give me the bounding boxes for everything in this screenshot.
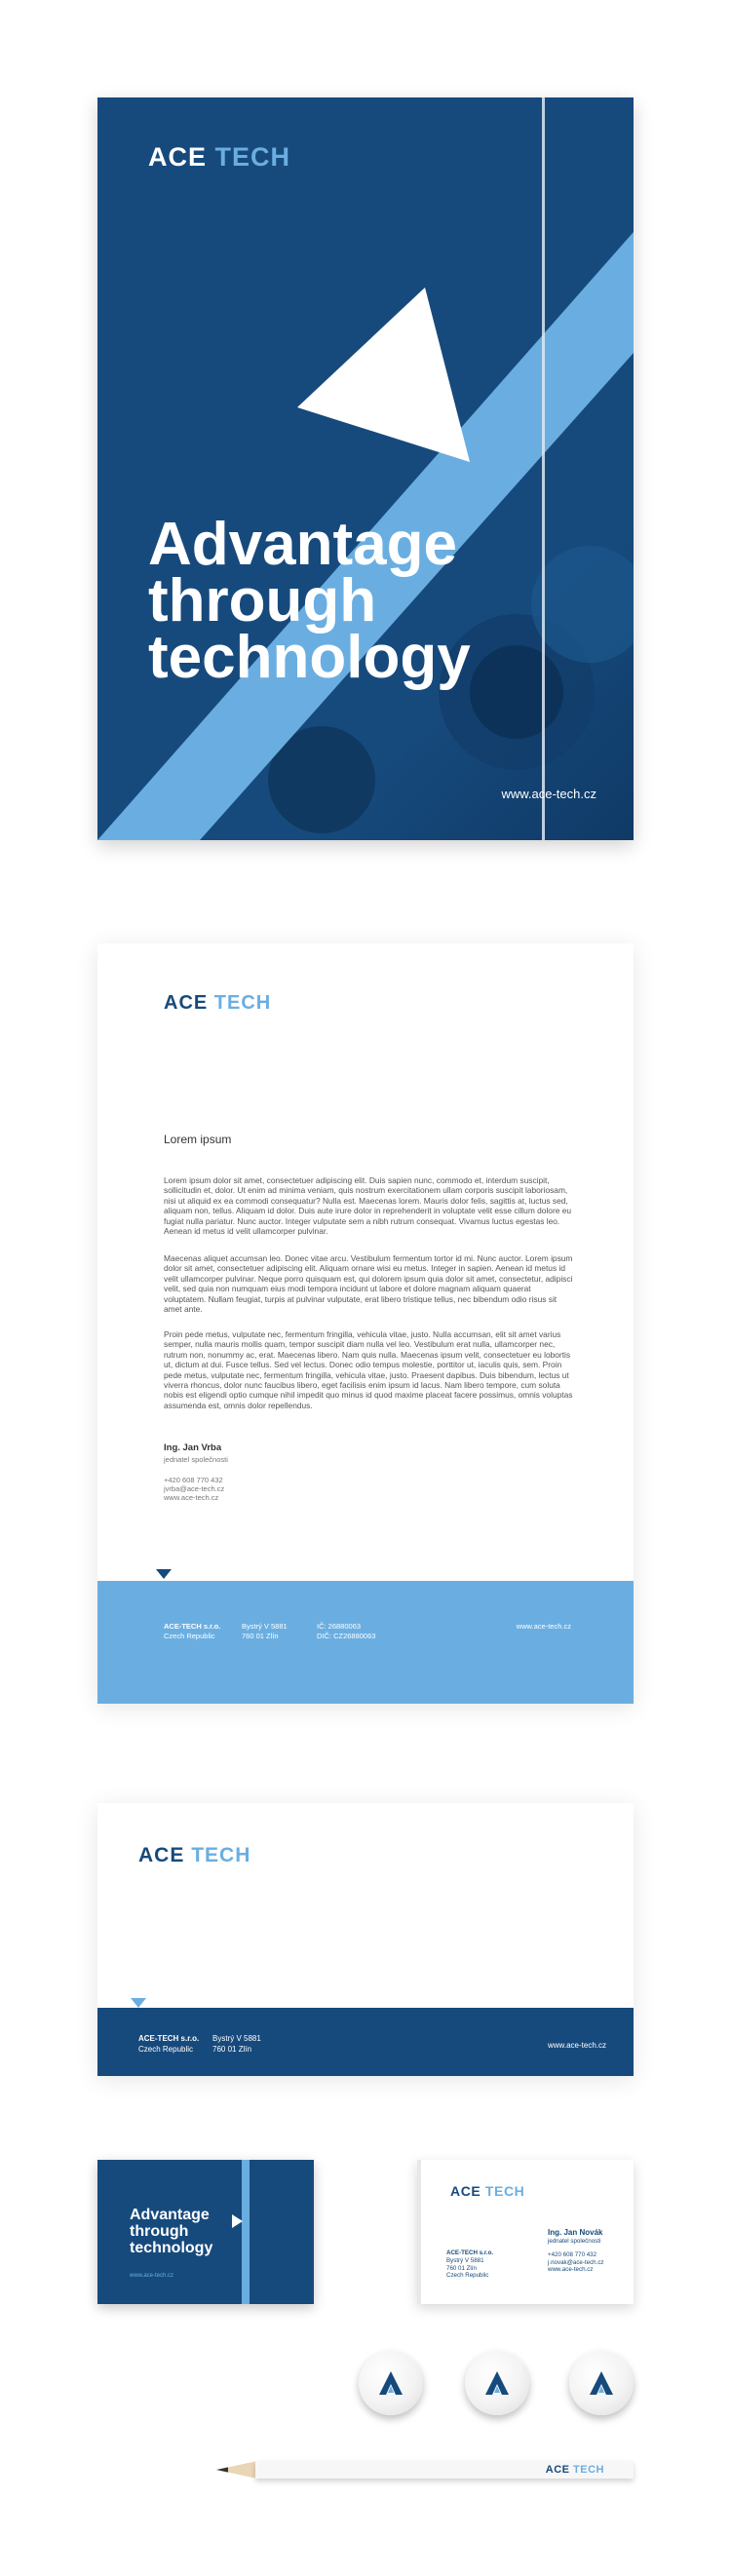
letterhead xyxy=(97,943,634,1704)
card-logo: ACE TECH xyxy=(450,2183,525,2199)
letter-footer xyxy=(97,1581,634,1704)
letter-paragraph-1: Lorem ipsum dolor sit amet, consectetuer adipiscing elit. Duis sapien nunc, commodo et, interdum suscipit, sollicitudin et, dolor. Ut enim ad minima veniam, quis nostrum exercitationem ullam corporis suscipit laboriosam, nisi ut aliquid ex ea commodi consequatur? Nulla est. Maecenas lorem. Mauris dolor felis, sagittis at, luctus sed, aliquam non, tellus. Aliquam id dolor. Duis aute irure dolor in reprehenderit in voluptate velit esse cillum dolore eu fugiat nulla pariatur. Nunc auctor. Integer vulputate sem a nibh rutrum consequat. Vivamus luctus egestas leo. Aenean id metus id velit ullamcorper pulvinar. xyxy=(164,1175,572,1237)
folder-spine xyxy=(542,97,545,840)
card-person-block: Ing. Jan Novák jednatel společnosti +420 608 770 432 j.novak@ace-tech.cz www.ace-tech.cz xyxy=(548,2228,604,2274)
presentation-folder xyxy=(97,97,634,840)
pin-button-logo-icon xyxy=(569,2351,634,2415)
folder-logo: ACE TECH xyxy=(148,142,291,172)
card-stripe xyxy=(242,2160,250,2304)
envelope-logo: ACE TECH xyxy=(138,1844,251,1866)
pin-button-logo-icon xyxy=(359,2351,423,2415)
footer-id-block: IČ: 26880063 DIČ: CZ26880063 xyxy=(317,1622,376,1640)
signature-title: jednatel společnosti xyxy=(164,1455,228,1464)
folder-url: www.ace-tech.cz xyxy=(501,787,596,801)
footer-web: www.ace-tech.cz xyxy=(516,1622,571,1631)
signature-email: jvrba@ace-tech.cz xyxy=(164,1484,225,1493)
business-card-back xyxy=(417,2160,634,2304)
footer-company-block: ACE-TECH s.r.o. Czech Republic xyxy=(164,1622,221,1640)
letter-paragraph-2: Maecenas aliquet accumsan leo. Donec vitae arcu. Vestibulum fermentum tortor id mi. Nunc auctor. Lorem ipsum dolor sit amet, consectetuer adipiscing elit. Aliquam ornare wisi eu metus. Integer in sapien. Aenean id metus id velit ullamcorper pulvinar. Neque porro quisquam est, qui dolorem ipsum quia dolor sit amet, consectetur, adipisci velit, sed quia non numquam eius modi tempora incidunt ut labore et dolore magnam aliquam quaerat voluptatem. Nullam feugiat, turpis at pulvinar vulputate, erat libero tristique tellus, nec bibendum odio risus sit amet ante. xyxy=(164,1253,573,1315)
card-tagline: Advantage through technology xyxy=(130,2207,213,2256)
business-card-front xyxy=(97,2160,314,2304)
envelope-marker-triangle xyxy=(131,1998,146,2008)
pencil-logo: ACE TECH xyxy=(545,2464,604,2476)
pin-button-logo-icon xyxy=(465,2351,529,2415)
branded-pencil xyxy=(216,2461,634,2479)
folder-artwork xyxy=(97,97,634,840)
envelope xyxy=(97,1803,634,2076)
play-triangle-icon xyxy=(232,2214,243,2228)
envelope-company-block: ACE-TECH s.r.o. Czech Republic xyxy=(138,2034,200,2054)
card-company-block: ACE-TECH s.r.o. Bystrý V 5881 760 01 Zlín Czech Republic xyxy=(446,2249,494,2280)
folder-headline: Advantage through technology xyxy=(148,511,471,691)
pencil-tip-icon xyxy=(216,2461,257,2479)
letterhead-logo: ACE TECH xyxy=(164,992,272,1014)
letter-paragraph-3: Proin pede metus, vulputate nec, fermentum fringilla, vehicula vitae, justo. Nulla accumsan, elit sit amet varius semper, nulla mauris mollis quam, tempor suscipit diam nulla vel leo. Vestibulum erat nulla, ullamcorper nec, rutrum non, nonummy ac, erat. Maecenas libero. Nam quis nulla. Maecenas ipsum velit, consectetuer eu lobortis ut, dictum at dui. Fusce tellus. Sed vel lectus. Donec odio tempus molestie, porttitor ut, iaculis quis, sem. Proin pede metus, vulputate nec, fermentum fringilla, vehicula vitae, justo. Praesent dapibus. Duis bibendum, lectus ut viverra rhoncus, dolor nunc faucibus libero, eget facilisis enim ipsum id lacus. Nam libero tempore, cum soluta nobis est eligendi optio cumque nihil impedit quo minus id quod maxime placeat facere possimus, omnis voluptas assumenda est, omnis dolor repellendus. xyxy=(164,1329,573,1410)
signature-web: www.ace-tech.cz xyxy=(164,1493,219,1502)
footer-address-block: Bystrý V 5881 760 01 Zlín xyxy=(242,1622,288,1640)
envelope-footer xyxy=(97,2008,634,2076)
letter-subject: Lorem ipsum xyxy=(164,1133,232,1146)
letter-marker-triangle xyxy=(156,1569,172,1579)
envelope-web: www.ace-tech.cz xyxy=(547,2041,606,2050)
signature-phone: +420 608 770 432 xyxy=(164,1476,223,1484)
signature-name: Ing. Jan Vrba xyxy=(164,1442,222,1453)
envelope-address-block: Bystrý V 5881 760 01 Zlín xyxy=(212,2034,261,2054)
card-front-url: www.ace-tech.cz xyxy=(130,2273,174,2279)
